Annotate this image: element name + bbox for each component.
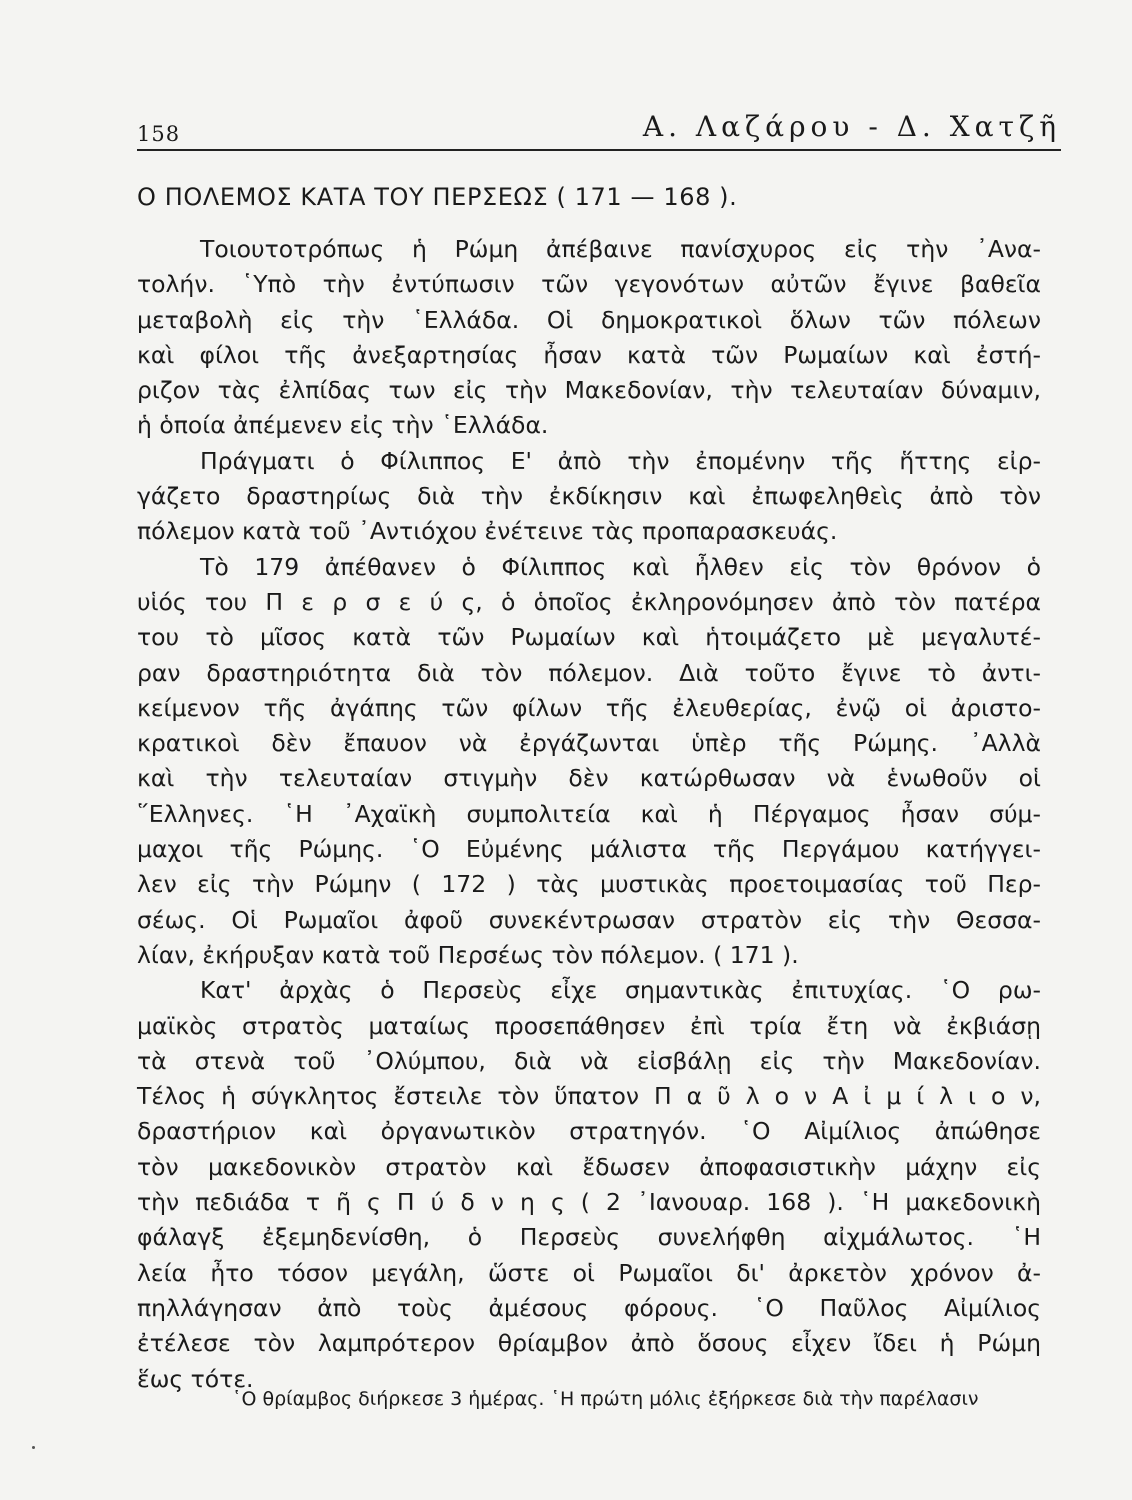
text-line: μαχοι τῆς Ρώμης. ῾Ο Εὐμένης μάλιστα τῆς Περγάμου κατήγγει- xyxy=(137,835,1041,864)
text-line: καὶ φίλοι τῆς ἀνεξαρτησίας ἦσαν κατὰ τῶν Ρωμαίων καὶ ἐστή- xyxy=(137,340,1041,369)
text-line: υἱός του Π ε ρ σ ε ύ ς, ὁ ὁποῖος ἐκληρονόμησεν ἀπὸ τὸν πατέρα xyxy=(137,587,1041,616)
text-line: λίαν, ἐκήρυξαν κατὰ τοῦ Περσέως τὸν πόλεμον. ( 171 ). xyxy=(137,940,799,969)
text-line: τολήν. ῾Υπὸ τὴν ἐντύπωσιν τῶν γεγονότων αὐτῶν ἔγινε βαθεῖα xyxy=(137,270,1041,299)
text-line: πηλλάγησαν ἀπὸ τοὺς ἀμέσους φόρους. ῾Ο Παῦλος Αἰμίλιος xyxy=(137,1293,1041,1322)
text-line: μαϊκὸς στρατὸς ματαίως προσεπάθησεν ἐπὶ τρία ἔτη νὰ ἐκβιάσῃ xyxy=(137,1011,1041,1040)
text-line: τὸν μακεδονικὸν στρατὸν καὶ ἔδωσεν ἀποφασιστικὴν μάχην εἰς xyxy=(137,1152,1041,1181)
text-line: Τέλος ἡ σύγκλητος ἔστειλε τὸν ὕπατον Π α ῦ λ ο ν Α ἰ μ ί λ ι ο ν, xyxy=(137,1082,1041,1111)
scan-speck xyxy=(32,1446,35,1449)
text-line: καὶ τὴν τελευταίαν στιγμὴν δὲν κατώρθωσαν νὰ ἑνωθοῦν οἱ xyxy=(137,764,1041,793)
text-line: ραν δραστηριότητα διὰ τὸν πόλεμον. Διὰ τοῦτο ἔγινε τὸ ἀντι- xyxy=(137,658,1041,687)
text-line: τὰ στενὰ τοῦ ᾿Ολύμπου, διὰ νὰ εἰσβάλῃ εἰς τὴν Μακεδονίαν. xyxy=(137,1046,1041,1075)
running-title: Α. Λαζάρου - Δ. Χατζῆ xyxy=(642,110,1061,143)
text-line: λεία ἦτο τόσον μεγάλη, ὥστε οἱ Ρωμαῖοι δι' ἀρκετὸν χρόνον ἀ- xyxy=(137,1258,1041,1287)
text-line: Τοιουτοτρόπως ἡ Ρώμη ἀπέβαινε πανίσχυρος εἰς τὴν ᾿Ανα- xyxy=(200,235,1041,263)
text-line: του τὸ μῖσος κατὰ τῶν Ρωμαίων καὶ ἡτοιμάζετο μὲ μεγαλυτέ- xyxy=(137,623,1041,652)
body-text xyxy=(137,232,1041,1397)
text-line: Κατ' ἀρχὰς ὁ Περσεὺς εἶχε σημαντικὰς ἐπιτυχίας. ῾Ο ρω- xyxy=(200,976,1041,1005)
chapter-title: Ο ΠΟΛΕΜΟΣ ΚΑΤΑ ΤΟΥ ΠΕΡΣΕΩΣ ( 171 — 168 ). xyxy=(137,183,738,211)
text-line: λεν εἰς τὴν Ρώμην ( 172 ) τὰς μυστικὰς προετοιμασίας τοῦ Περ- xyxy=(137,870,1041,899)
text-line: Πράγματι ὁ Φίλιππος Ε' ἀπὸ τὴν ἐπομένην τῆς ἥττης εἰρ- xyxy=(200,446,1041,475)
text-line: κρατικοὶ δὲν ἔπαυον νὰ ἐργάζωνται ὑπὲρ τῆς Ρώμης. ᾿Αλλὰ xyxy=(137,729,1041,758)
text-line: πόλεμον κατὰ τοῦ ᾿Αντιόχου ἐνέτεινε τὰς προπαρασκευάς. xyxy=(137,517,838,546)
text-line: φάλαγξ ἐξεμηδενίσθη, ὁ Περσεὺς συνελήφθη αἰχμάλωτος. ῾Η xyxy=(137,1223,1041,1252)
footnote: ῾Ο θρίαμβος διήρκεσε 3 ἡμέρας. ῾Η πρώτη μόλις ἐξήρκεσε διὰ τὴν παρέλασιν xyxy=(232,1388,979,1410)
running-header xyxy=(137,100,1061,152)
text-line: μεταβολὴ εἰς τὴν ῾Ελλάδα. Οἱ δημοκρατικοὶ ὅλων τῶν πόλεων xyxy=(137,305,1041,334)
text-line: ἡ ὁποία ἀπέμενεν εἰς τὴν ῾Ελλάδα. xyxy=(137,411,549,440)
header-rule xyxy=(137,149,1061,151)
text-line: ριζον τὰς ἐλπίδας των εἰς τὴν Μακεδονίαν, τὴν τελευταίαν δύναμιν, xyxy=(137,376,1041,405)
text-line: ἕως τότε. xyxy=(137,1364,254,1393)
page-number: 158 xyxy=(137,122,181,146)
text-line: ῞Ελληνες. ῾Η ᾿Αχαϊκὴ συμπολιτεία καὶ ἡ Πέργαμος ἦσαν σύμ- xyxy=(137,799,1041,828)
text-line: Τὸ 179 ἀπέθανεν ὁ Φίλιππος καὶ ἦλθεν εἰς τὸν θρόνον ὁ xyxy=(200,552,1041,581)
text-line: δραστήριον καὶ ὀργανωτικὸν στρατηγόν. ῾Ο Αἰμίλιος ἀπώθησε xyxy=(137,1117,1041,1146)
text-line: κείμενον τῆς ἀγάπης τῶν φίλων τῆς ἐλευθερίας, ἐνῷ οἱ ἀριστο- xyxy=(137,693,1041,722)
text-line: ἐτέλεσε τὸν λαμπρότερον θρίαμβον ἀπὸ ὅσους εἶχεν ἴδει ἡ Ρώμη xyxy=(137,1329,1041,1358)
text-line: τὴν πεδιάδα τ ῆ ς Π ύ δ ν η ς ( 2 ᾿Ιανουαρ. 168 ). ῾Η μακεδονικὴ xyxy=(137,1188,1041,1217)
text-line: γάζετο δραστηρίως διὰ τὴν ἐκδίκησιν καὶ ἐπωφεληθεὶς ἀπὸ τὸν xyxy=(137,482,1041,511)
text-line: σέως. Οἱ Ρωμαῖοι ἀφοῦ συνεκέντρωσαν στρατὸν εἰς τὴν Θεσσα- xyxy=(137,905,1041,934)
